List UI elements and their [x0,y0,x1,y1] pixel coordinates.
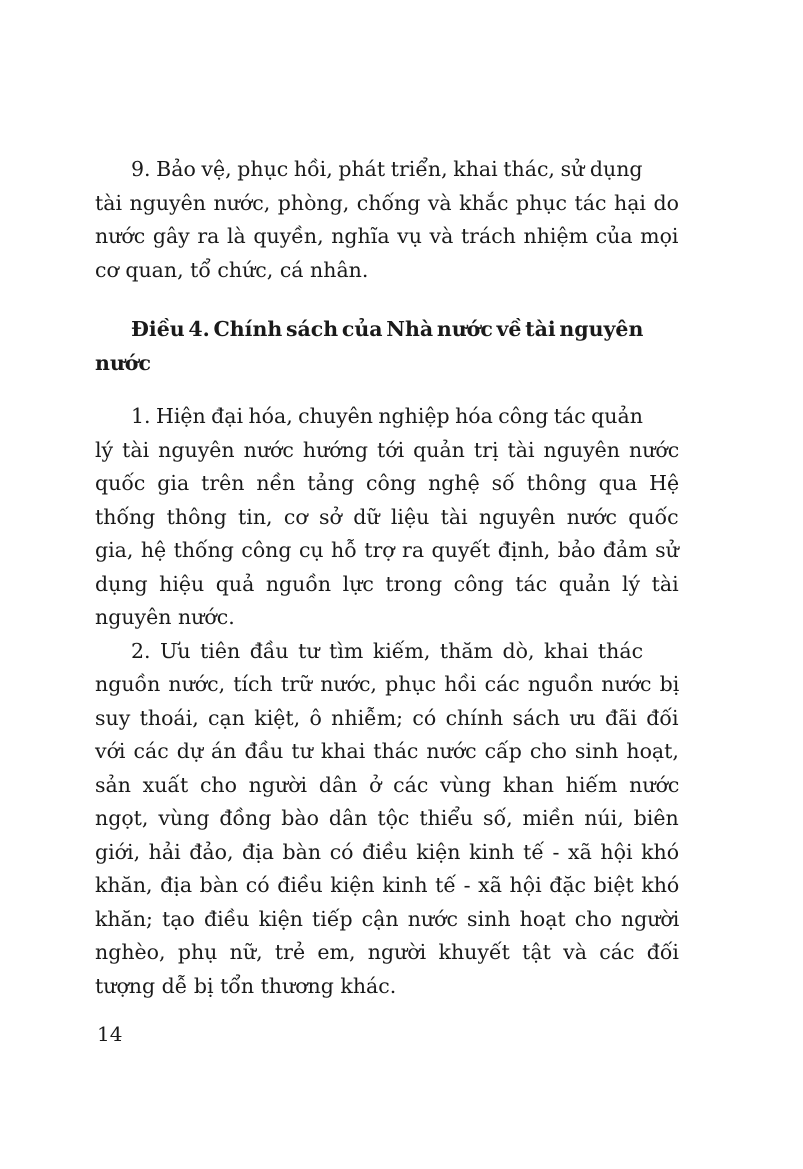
text-line: tài nguyên nước, phòng, chống và khắc phục tác hại do [95,190,679,215]
page-body [95,153,679,1003]
text-line: thống thông tin, cơ sở dữ liệu tài nguyên nước quốc [95,504,679,529]
text-line: nguyên nước. [95,605,235,629]
text-line: suy thoái, cạn kiệt, ô nhiễm; có chính sách ưu đãi đối [95,705,679,730]
clause-9-paragraph [95,153,679,287]
heading-line: nước [95,350,151,375]
text-line: giới, hải đảo, địa bàn có điều kiện kinh tế - xã hội khó [95,839,680,864]
text-line: tượng dễ bị tổn thương khác. [95,973,397,998]
text-line: dụng hiệu quả nguồn lực trong công tác quản lý tài [95,571,679,596]
text-line: nước gây ra là quyền, nghĩa vụ và trách nhiệm của mọi [95,224,679,248]
text-line: gia, hệ thống công cụ hỗ trợ ra quyết định, bảo đảm sử [95,538,679,562]
text-line: cơ quan, tổ chức, cá nhân. [95,257,369,282]
text-line: khăn, địa bàn có điều kiện kinh tế - xã hội đặc biệt khó [95,873,680,897]
text-line: nguồn nước, tích trữ nước, phục hồi các nguồn nước bị [95,672,680,696]
text-line: với các dự án đầu tư khai thác nước cấp cho sinh hoạt, [95,739,679,763]
text-line: nghèo, phụ nữ, trẻ em, người khuyết tật và các đối [95,940,679,964]
article-4-clause-2 [95,635,679,1004]
text-line: 9. Bảo vệ, phục hồi, phát triển, khai thác, sử dụng [131,157,643,181]
text-line: lý tài nguyên nước hướng tới quản trị tài nguyên nước [95,437,680,462]
text-line: sản xuất cho người dân ở các vùng khan hiếm nước [95,772,680,797]
article-4-clause-1 [95,400,679,635]
text-line: khăn; tạo điều kiện tiếp cận nước sinh hoạt cho người [95,906,680,931]
heading-line: Điều 4. Chính sách của Nhà nước về tài nguyên [131,317,644,341]
text-line: 2. Ưu tiên đầu tư tìm kiếm, thăm dò, khai thác [131,638,644,663]
article-4-heading [95,313,679,380]
page-number: 14 [97,1022,123,1046]
text-line: quốc gia trên nền tảng công nghệ số thông qua Hệ [95,471,680,495]
text-line: ngọt, vùng đồng bào dân tộc thiểu số, miền núi, biên [95,806,679,830]
text-line: 1. Hiện đại hóa, chuyên nghiệp hóa công tác quản [131,404,643,428]
